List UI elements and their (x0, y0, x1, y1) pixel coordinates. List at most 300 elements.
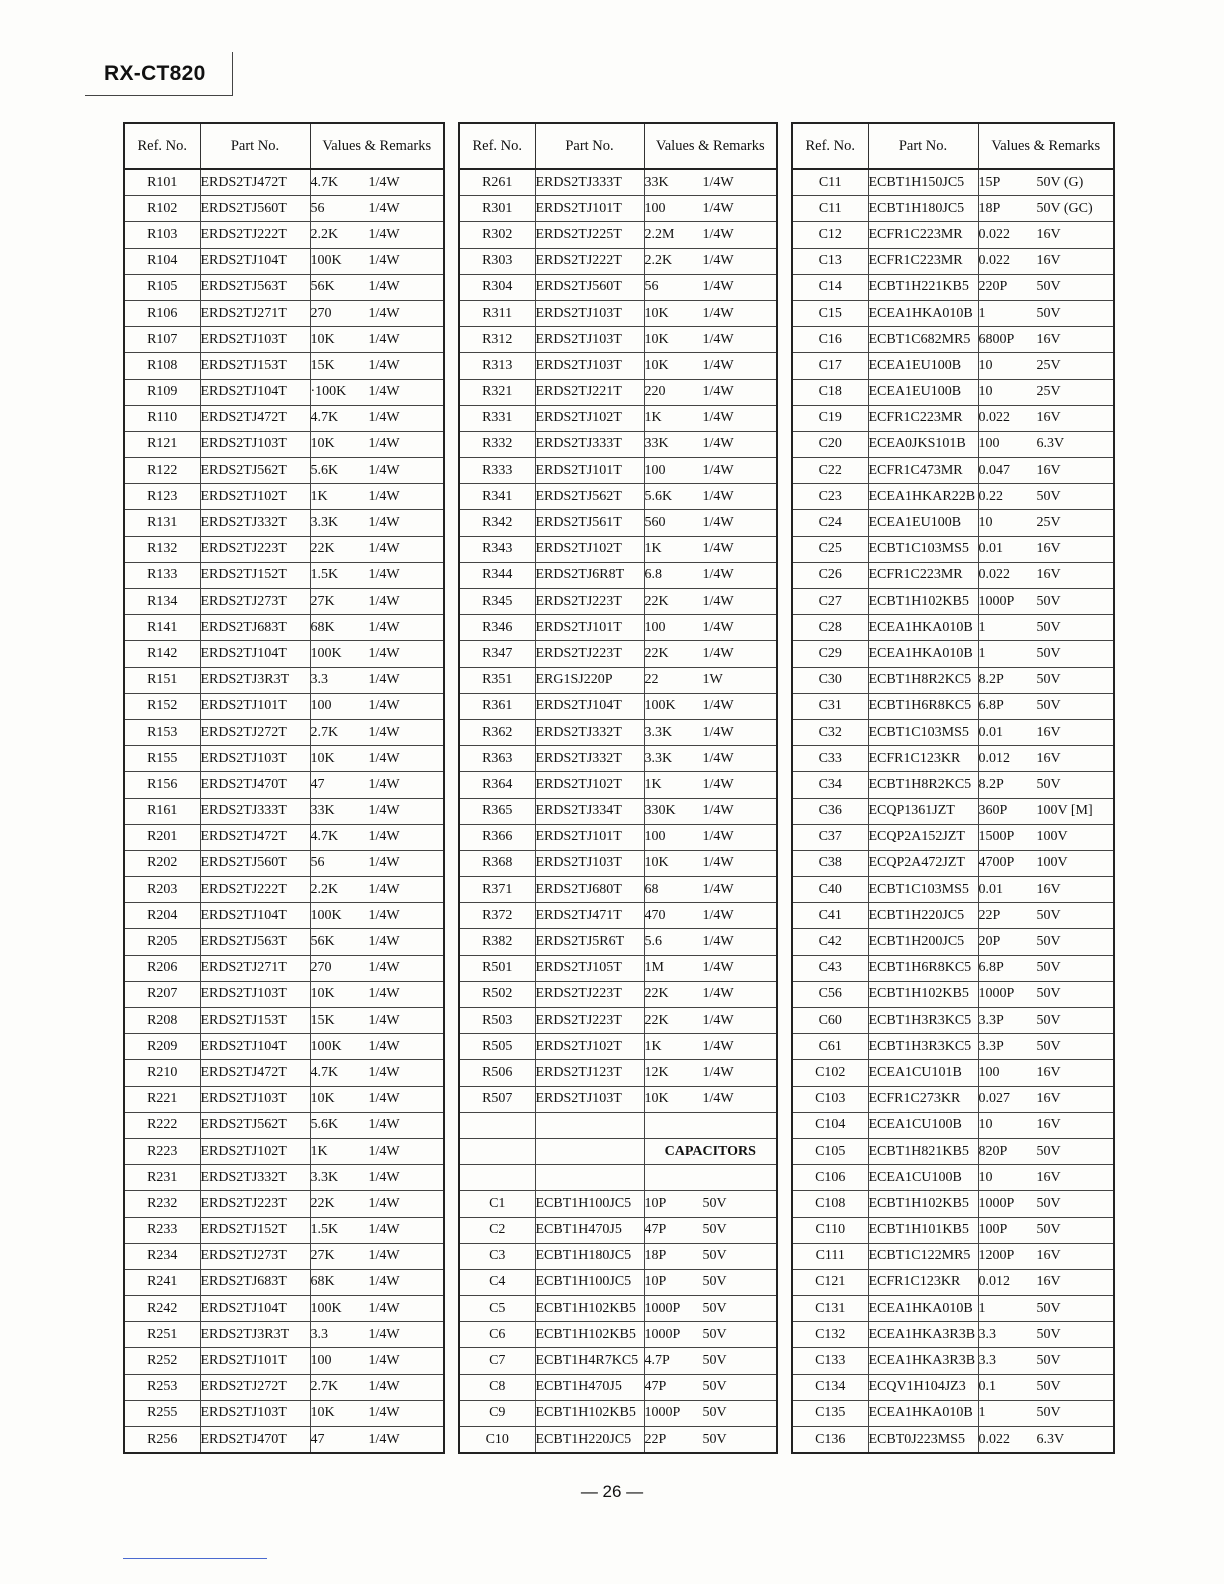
rating-remark: 16V (1036, 410, 1061, 426)
ref-no-cell: R251 (124, 1322, 200, 1348)
table-row (459, 981, 777, 1007)
rating-remark: 1/4W (368, 960, 400, 976)
ref-no-cell: C28 (792, 615, 868, 641)
rating-remark: 25V (1036, 357, 1061, 373)
ref-no-cell: C19 (792, 405, 868, 431)
table-row (792, 222, 1114, 248)
part-no-cell: ECBT1H221KB5 (868, 274, 978, 300)
values-cell (978, 562, 1114, 588)
part-no-cell: ECEA1HKA010B (868, 1400, 978, 1426)
rating-remark: 1/4W (368, 776, 400, 792)
rating-remark: 1/4W (702, 541, 734, 557)
ref-no-cell (459, 1165, 535, 1191)
values-cell (644, 1400, 777, 1426)
value: 3.3P (978, 1038, 1004, 1054)
ref-no-cell: R202 (124, 850, 200, 876)
table-row (459, 379, 777, 405)
table-row (792, 1217, 1114, 1243)
rating-remark: 1/4W (702, 986, 734, 1002)
value: 1000P (644, 1300, 681, 1316)
header-divider-horizontal (85, 95, 233, 96)
rating-remark: 1/4W (702, 881, 734, 897)
ref-no-cell: R123 (124, 484, 200, 510)
ref-no-cell: R252 (124, 1348, 200, 1374)
value: 1K (644, 410, 662, 426)
values-cell (644, 746, 777, 772)
table-row (792, 641, 1114, 667)
rating-remark: 1/4W (368, 934, 400, 950)
rating-remark: 1/4W (368, 1222, 400, 1238)
table-row (792, 615, 1114, 641)
rating-remark: 16V (1036, 567, 1061, 583)
value: 2.7K (310, 1379, 339, 1395)
table-row (792, 327, 1114, 353)
table-row (459, 1008, 777, 1034)
table-row (459, 405, 777, 431)
part-no-cell: ECBT1H102KB5 (868, 1191, 978, 1217)
part-no-cell: ERDS2TJ104T (200, 379, 310, 405)
ref-no-cell: C27 (792, 589, 868, 615)
values-cell (310, 1322, 444, 1348)
ref-no-cell: C29 (792, 641, 868, 667)
part-no-cell: ERDS2TJ332T (200, 510, 310, 536)
value: 33K (310, 803, 335, 819)
part-no-cell: ERDS2TJ103T (200, 1086, 310, 1112)
table-row (459, 1427, 777, 1454)
table-row (792, 1086, 1114, 1112)
value: 47P (644, 1379, 667, 1395)
ref-no-cell: R301 (459, 196, 535, 222)
ref-no-cell: C40 (792, 877, 868, 903)
values-cell (978, 1138, 1114, 1164)
ref-no-cell: R156 (124, 772, 200, 798)
ref-no-cell: C37 (792, 824, 868, 850)
rating-remark: 50V (1036, 488, 1061, 504)
value: 2.2K (310, 881, 339, 897)
ref-no-cell (459, 1138, 535, 1164)
rating-remark: 1/4W (368, 384, 400, 400)
table-row (459, 1269, 777, 1295)
rating-remark: 1/4W (702, 436, 734, 452)
value: 0.022 (978, 1431, 1010, 1447)
value: 27K (310, 1248, 335, 1264)
rating-remark: 16V (1036, 226, 1061, 242)
part-no-cell: ECEA1HKA3R3B (868, 1322, 978, 1348)
values-cell (644, 1243, 777, 1269)
rating-remark: 1/4W (368, 1326, 400, 1342)
values-cell (310, 1138, 444, 1164)
part-no-cell: ERDS2TJ560T (200, 850, 310, 876)
value: 5.6K (644, 488, 673, 504)
part-no-cell: ERDS2TJ222T (200, 877, 310, 903)
ref-no-cell: R161 (124, 798, 200, 824)
part-no-cell: ECEA0JKS101B (868, 431, 978, 457)
part-no-cell: ERDS2TJ103T (535, 327, 644, 353)
rating-remark: 25V (1036, 384, 1061, 400)
rating-remark: 16V (1036, 1169, 1061, 1185)
part-no-cell: ERDS2TJ271T (200, 300, 310, 326)
table-row (792, 1296, 1114, 1322)
table-row (792, 1034, 1114, 1060)
parts-table-2 (458, 122, 778, 1454)
part-no-cell: ECEA1EU100B (868, 510, 978, 536)
table-row (124, 196, 444, 222)
ref-no-cell: R103 (124, 222, 200, 248)
ref-no-cell: R362 (459, 719, 535, 745)
table-row (124, 1322, 444, 1348)
part-no-cell: ERDS2TJ5R6T (535, 929, 644, 955)
rating-remark: 50V (702, 1353, 727, 1369)
rating-remark: 1/4W (368, 750, 400, 766)
table-row (792, 248, 1114, 274)
values-cell (644, 1269, 777, 1295)
table-row (459, 510, 777, 536)
ref-no-cell: C2 (459, 1217, 535, 1243)
ref-no-cell: C132 (792, 1322, 868, 1348)
value: 5.6 (644, 934, 662, 950)
table-row (792, 772, 1114, 798)
ref-no-cell: R253 (124, 1374, 200, 1400)
table-row (124, 300, 444, 326)
rating-remark: 50V (1036, 1353, 1061, 1369)
rating-remark: 1/4W (368, 410, 400, 426)
values-cell (644, 877, 777, 903)
table-row (792, 300, 1114, 326)
part-no-cell: ECBT1H102KB5 (868, 589, 978, 615)
rating-remark: 1/4W (702, 488, 734, 504)
rating-remark: 50V (1036, 776, 1061, 792)
part-no-cell: ERDS2TJ223T (200, 1191, 310, 1217)
part-no-cell: ECBT1H8R2KC5 (868, 772, 978, 798)
table-row (124, 222, 444, 248)
values-cell (310, 353, 444, 379)
value: 10K (310, 436, 335, 452)
table-row (124, 1243, 444, 1269)
value: 22K (644, 593, 669, 609)
value: 1000P (978, 986, 1015, 1002)
table-row (459, 772, 777, 798)
part-no-cell: ECFR1C223MR (868, 562, 978, 588)
table-row (792, 1348, 1114, 1374)
header-divider-vertical (232, 52, 233, 96)
values-cell (644, 772, 777, 798)
rating-remark: 1/4W (368, 1064, 400, 1080)
rating-remark: 1/4W (702, 305, 734, 321)
table-row (124, 1427, 444, 1454)
table-row (792, 1374, 1114, 1400)
values-cell (644, 327, 777, 353)
rating-remark: 16V (1036, 1117, 1061, 1133)
table-row (124, 746, 444, 772)
rating-remark: 1/4W (368, 1195, 400, 1211)
part-no-cell: ERDS2TJ103T (535, 300, 644, 326)
part-no-cell: ERDS2TJ103T (535, 353, 644, 379)
ref-no-cell: R152 (124, 693, 200, 719)
ref-no-cell: R343 (459, 536, 535, 562)
values-cell (978, 1296, 1114, 1322)
value: 0.047 (978, 462, 1010, 478)
part-no-cell: ERDS2TJ562T (200, 458, 310, 484)
value: 1K (310, 1143, 328, 1159)
table-row (124, 719, 444, 745)
part-no-cell: ECBT1H200JC5 (868, 929, 978, 955)
table-row (124, 1269, 444, 1295)
part-no-cell: ECEA1EU100B (868, 353, 978, 379)
ref-no-cell: C24 (792, 510, 868, 536)
part-no-cell: ERDS2TJ332T (535, 719, 644, 745)
rating-remark: 1/4W (702, 645, 734, 661)
header-ref-no: Ref. No. (459, 123, 535, 169)
values-cell (310, 1086, 444, 1112)
values-cell (978, 405, 1114, 431)
part-no-cell: ECBT1H102KB5 (868, 981, 978, 1007)
value: 3.3 (978, 1326, 996, 1342)
ref-no-cell: R333 (459, 458, 535, 484)
value: 0.022 (978, 253, 1010, 269)
ref-no-cell: R122 (124, 458, 200, 484)
table-row (124, 169, 444, 196)
ref-no-cell: C134 (792, 1374, 868, 1400)
ref-no-cell: R210 (124, 1060, 200, 1086)
rating-remark: 1/4W (702, 698, 734, 714)
table-row (792, 1322, 1114, 1348)
table-row (124, 1008, 444, 1034)
value: 4.7K (310, 174, 339, 190)
table-row (792, 1165, 1114, 1191)
ref-no-cell: R502 (459, 981, 535, 1007)
values-cell (644, 248, 777, 274)
value: 8.2P (978, 776, 1004, 792)
part-no-cell: ERDS2TJ273T (200, 589, 310, 615)
values-cell (310, 1008, 444, 1034)
rating-remark: 50V (1036, 934, 1061, 950)
rating-remark: 50V (702, 1274, 727, 1290)
value: 10 (978, 357, 993, 373)
part-no-cell: ERDS2TJ272T (200, 719, 310, 745)
table-row (792, 693, 1114, 719)
value: 22P (978, 907, 1001, 923)
part-no-cell: ERDS2TJ153T (200, 1008, 310, 1034)
table-row (124, 589, 444, 615)
value: 1 (978, 1300, 986, 1316)
value: 22 (644, 672, 659, 688)
rating-remark: 1/4W (702, 1091, 734, 1107)
value: 100K (310, 1300, 342, 1316)
part-no-cell: ECBT1H180JC5 (868, 196, 978, 222)
rating-remark: 1/4W (368, 855, 400, 871)
values-cell (644, 1008, 777, 1034)
rating-remark: 1/4W (702, 934, 734, 950)
values-cell (310, 850, 444, 876)
values-cell (978, 903, 1114, 929)
table-row (124, 929, 444, 955)
part-no-cell: ECBT1H100JC5 (535, 1269, 644, 1295)
ref-no-cell: R205 (124, 929, 200, 955)
ref-no-cell: R203 (124, 877, 200, 903)
part-no-cell: ERDS2TJ332T (535, 746, 644, 772)
part-no-cell: ECEA1CU100B (868, 1112, 978, 1138)
table-row (459, 877, 777, 903)
value: 360P (978, 803, 1008, 819)
values-cell (978, 1269, 1114, 1295)
value: 15P (978, 174, 1001, 190)
table-row (792, 903, 1114, 929)
part-no-cell: ERDS2TJ101T (200, 1348, 310, 1374)
part-no-cell: ERDS2TJ470T (200, 1427, 310, 1454)
ref-no-cell: R223 (124, 1138, 200, 1164)
values-cell (644, 929, 777, 955)
value: 1 (978, 305, 986, 321)
rating-remark: 1/4W (368, 1353, 400, 1369)
values-cell (644, 1296, 777, 1322)
table-row (124, 1374, 444, 1400)
ref-no-cell: C136 (792, 1427, 868, 1454)
values-cell (310, 562, 444, 588)
rating-remark: 1/4W (368, 305, 400, 321)
value: 3.3K (644, 750, 673, 766)
value: 100K (310, 907, 342, 923)
part-no-cell: ERDS2TJ102T (535, 536, 644, 562)
values-cell (310, 1296, 444, 1322)
ref-no-cell: C30 (792, 667, 868, 693)
ref-no-cell: C111 (792, 1243, 868, 1269)
part-no-cell: ERDS2TJ562T (535, 484, 644, 510)
values-cell (644, 693, 777, 719)
table-row (459, 903, 777, 929)
value: 20P (978, 934, 1001, 950)
rating-remark: 16V (1036, 881, 1061, 897)
table-row (459, 955, 777, 981)
part-no-cell: ERDS2TJ563T (200, 274, 310, 300)
part-no-cell: ERDS2TJ104T (200, 641, 310, 667)
value: 100 (644, 200, 666, 216)
value: 2.2M (644, 226, 675, 242)
values-cell (310, 248, 444, 274)
rating-remark: 1/4W (368, 1379, 400, 1395)
rating-remark: 1/4W (368, 645, 400, 661)
value: 0.022 (978, 567, 1010, 583)
part-no-cell: ERDS2TJ102T (200, 1138, 310, 1164)
values-cell (310, 1269, 444, 1295)
value: 6.8 (644, 567, 662, 583)
table-row (459, 562, 777, 588)
values-cell (310, 772, 444, 798)
value: 68K (310, 1274, 335, 1290)
table-row (459, 274, 777, 300)
rating-remark: 16V (1036, 1248, 1061, 1264)
rating-remark: 50V (1036, 1379, 1061, 1395)
table-row (459, 327, 777, 353)
value: 22K (644, 1012, 669, 1028)
values-cell (644, 484, 777, 510)
part-no-cell: ERDS2TJ680T (535, 877, 644, 903)
rating-remark: 1/4W (368, 462, 400, 478)
rating-remark: 1/4W (368, 1091, 400, 1107)
ref-no-cell: R121 (124, 431, 200, 457)
part-no-cell: ERDS2TJ222T (535, 248, 644, 274)
values-cell (978, 196, 1114, 222)
ref-no-cell: C10 (459, 1427, 535, 1454)
part-no-cell: ERDS2TJ472T (200, 1060, 310, 1086)
table-row (792, 379, 1114, 405)
ref-no-cell: R368 (459, 850, 535, 876)
ref-no-cell: C34 (792, 772, 868, 798)
table-row (459, 798, 777, 824)
values-cell (310, 379, 444, 405)
table-row (792, 877, 1114, 903)
table-row (124, 798, 444, 824)
part-no-cell: ECBT1H6R8KC5 (868, 955, 978, 981)
rating-remark: 50V (1036, 907, 1061, 923)
values-cell (644, 1322, 777, 1348)
value: 560 (644, 515, 666, 531)
rating-remark: 1/4W (702, 724, 734, 740)
values-cell (644, 353, 777, 379)
table-row (124, 510, 444, 536)
ref-no-cell: R153 (124, 719, 200, 745)
value: 10K (644, 305, 669, 321)
ref-no-cell: C133 (792, 1348, 868, 1374)
rating-remark: 50V (702, 1431, 727, 1447)
part-no-cell: ERDS2TJ103T (200, 981, 310, 1007)
ref-no-cell: R151 (124, 667, 200, 693)
part-no-cell: ERDS2TJ104T (200, 1296, 310, 1322)
ref-no-cell: C3 (459, 1243, 535, 1269)
part-no-cell: ERDS2TJ273T (200, 1243, 310, 1269)
rating-remark: 1/4W (368, 567, 400, 583)
value: 18P (644, 1248, 667, 1264)
value: 0.01 (978, 724, 1003, 740)
values-cell (978, 274, 1114, 300)
value: 10K (644, 331, 669, 347)
part-no-cell: ECBT1H3R3KC5 (868, 1008, 978, 1034)
value: 10K (310, 1091, 335, 1107)
part-no-cell: ECQP2A472JZT (868, 850, 978, 876)
values-cell (310, 169, 444, 196)
table-row (792, 589, 1114, 615)
value: 100 (978, 1064, 1000, 1080)
values-cell (644, 510, 777, 536)
values-cell (978, 615, 1114, 641)
ref-no-cell: R261 (459, 169, 535, 196)
table-row (124, 274, 444, 300)
value: 5.6K (310, 1117, 339, 1133)
ref-no-cell: C106 (792, 1165, 868, 1191)
value: 56K (310, 934, 335, 950)
rating-remark: 50V (1036, 279, 1061, 295)
rating-remark: 50V (1036, 960, 1061, 976)
values-cell (310, 1060, 444, 1086)
rating-remark: 1/4W (368, 279, 400, 295)
ref-no-cell: R221 (124, 1086, 200, 1112)
ref-no-cell: C32 (792, 719, 868, 745)
values-cell (978, 458, 1114, 484)
ref-no-cell: R105 (124, 274, 200, 300)
table-row (459, 667, 777, 693)
value: 10K (310, 331, 335, 347)
ref-no-cell: C56 (792, 981, 868, 1007)
part-no-cell: ECBT1H220JC5 (535, 1427, 644, 1454)
table-row (792, 274, 1114, 300)
rating-remark: 50V (1036, 593, 1061, 609)
value: 6800P (978, 331, 1015, 347)
part-no-cell: ECBT1H8R2KC5 (868, 667, 978, 693)
table-row (459, 536, 777, 562)
values-cell (978, 589, 1114, 615)
rating-remark: 50V (GC) (1036, 200, 1093, 216)
ref-no-cell: C7 (459, 1348, 535, 1374)
ref-no-cell: C38 (792, 850, 868, 876)
